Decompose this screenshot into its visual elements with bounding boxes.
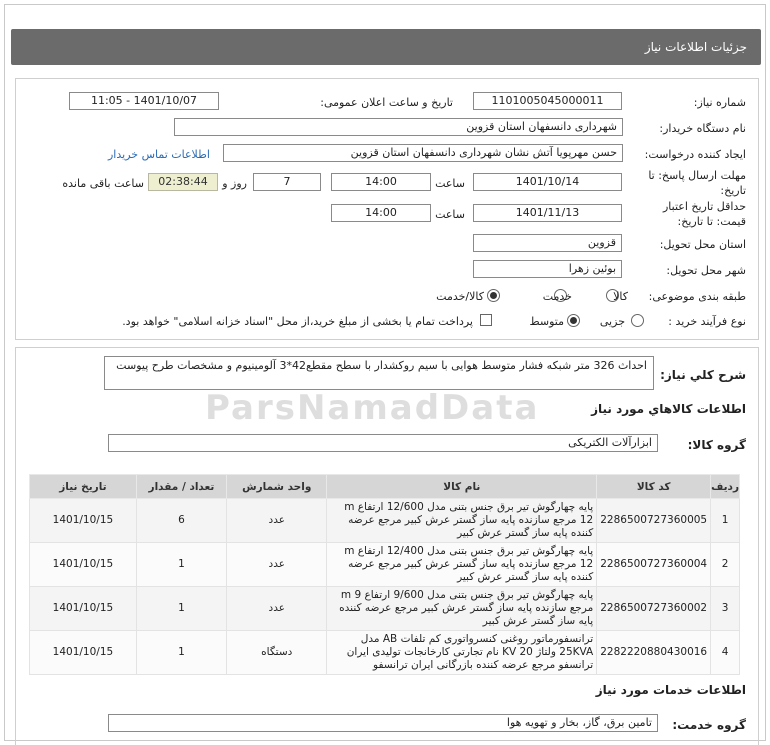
table-row (30, 543, 740, 587)
col-date: تاریخ نیاز (30, 475, 137, 499)
col-code: کد کالا (597, 475, 711, 499)
goods-group-field[interactable]: ابزارآلات الکتریکی (108, 434, 658, 452)
row-date: 1401/10/15 (30, 543, 137, 587)
row-name: پایه چهارگوش تیر برق جنس بتنی مدل 12/600 ارتفاع m 12 مرجع سازنده پایه ساز گستر عرش کبیر مرجع عرضه کننده پایه ساز گستر عرش کبیر (327, 499, 597, 543)
row-unit: عدد (227, 543, 327, 587)
process-option-medium: متوسط (529, 315, 564, 328)
process-radio-minor[interactable] (631, 314, 644, 327)
table-row (30, 587, 740, 631)
buyer-contact-link[interactable]: اطلاعات تماس خریدار (108, 148, 210, 161)
row-code: 2282220880430016 (597, 631, 711, 675)
row-unit: دستگاه (227, 631, 327, 675)
deadline-time-field[interactable]: 14:00 (331, 173, 431, 191)
row-name: پایه چهارگوش تیر برق جنس بتنی مدل 9/600 ارتفاع m 9 مرجع سازنده پایه ساز گستر عرش کبیر مرجع عرضه کننده پایه ساز گستر عرش کبیر (327, 587, 597, 631)
process-option-minor: جزیی (599, 315, 625, 328)
goods-table (29, 474, 740, 675)
col-name: نام کالا (327, 475, 597, 499)
city-field[interactable]: بوئین زهرا (473, 260, 622, 278)
row-qty: 6 (136, 499, 226, 543)
table-row (30, 499, 740, 543)
treasury-payment-note: پرداخت تمام یا بخشی از مبلغ خرید،از محل "اسناد خزانه اسلامی" خواهد بود. (122, 315, 473, 328)
row-unit: عدد (227, 499, 327, 543)
process-label: نوع فرآیند خرید : (668, 315, 746, 328)
treasury-payment-checkbox[interactable] (480, 314, 492, 326)
row-date: 1401/10/15 (30, 631, 137, 675)
row-qty: 1 (136, 587, 226, 631)
row-name: پایه چهارگوش تیر برق جنس بتنی مدل 12/400 ارتفاع m 12 مرجع سازنده پایه ساز گستر عرش کبیر مرجع عرضه کننده پایه ساز گستر عرش کبیر (327, 543, 597, 587)
category-option-goods: کالا (613, 290, 628, 303)
col-qty: تعداد / مقدار (136, 475, 226, 499)
row-code: 2286500727360005 (597, 499, 711, 543)
row-unit: عدد (227, 587, 327, 631)
watermark-text: ParsNamadData (205, 388, 540, 428)
creator-label: ایجاد کننده درخواست: (644, 148, 746, 161)
services-info-title: اطلاعات خدمات مورد نياز (595, 683, 746, 697)
process-radio-medium[interactable] (567, 314, 580, 327)
category-label: طبقه بندی موضوعی: (648, 290, 746, 303)
row-code: 2286500727360004 (597, 543, 711, 587)
col-index: ردیف (711, 475, 740, 499)
creator-field[interactable]: حسن مهرپویا آتش نشان شهرداری دانسفهان استان قزوین (223, 144, 623, 162)
validity-date-field[interactable]: 1401/11/13 (473, 204, 622, 222)
category-radio-goods-service[interactable] (487, 289, 500, 302)
row-index: 2 (711, 543, 740, 587)
header-panel (11, 29, 761, 65)
category-option-goods-service: کالا/خدمت (436, 290, 484, 303)
table-row (30, 631, 740, 675)
row-index: 4 (711, 631, 740, 675)
row-name: ترانسفورماتور روغنی کنسرواتوری کم تلفات AB مدل 25KVA ولتاژ KV 20 نام تجارتی کارخانجات تولیدی ایران ترانسفو مرجع عرضه کننده بازرگانی ایران ترانسفو (327, 631, 597, 675)
row-index: 3 (711, 587, 740, 631)
desc-field[interactable]: احداث 326 متر شبکه فشار متوسط هوایی با سیم روکشدار با سطح مقطع42*3 آلومینیوم و مشخصات طرح پیوست (104, 356, 654, 390)
deadline-time-label: ساعت (435, 177, 465, 190)
row-index: 1 (711, 499, 740, 543)
days-label: روز و (222, 177, 247, 190)
need-number-field[interactable]: 1101005045000011 (473, 92, 622, 110)
service-group-label: گروه خدمت: (672, 718, 746, 732)
remaining-label: ساعت باقی مانده (62, 177, 144, 190)
row-code: 2286500727360002 (597, 587, 711, 631)
province-label: استان محل تحویل: (659, 238, 746, 251)
announce-field[interactable]: 1401/10/07 - 11:05 (69, 92, 219, 110)
city-label: شهر محل تحویل: (666, 264, 746, 277)
need-number-label: شماره نیاز: (693, 96, 746, 109)
row-date: 1401/10/15 (30, 499, 137, 543)
buyer-field[interactable]: شهرداری دانسفهان استان قزوین (174, 118, 623, 136)
validity-time-label: ساعت (435, 208, 465, 221)
col-unit: واحد شمارش (227, 475, 327, 499)
goods-info-title: اطلاعات کالاهاي مورد نياز (591, 402, 746, 416)
category-option-service: خدمت (542, 290, 572, 303)
deadline-label: مهلت ارسال پاسخ: تا (648, 169, 746, 182)
row-qty: 1 (136, 631, 226, 675)
deadline-label-date: تاریخ: (720, 184, 746, 197)
province-field[interactable]: قزوین (473, 234, 622, 252)
row-qty: 1 (136, 543, 226, 587)
remaining-timer: 02:38:44 (148, 173, 218, 191)
table-header-row (30, 475, 740, 499)
goods-group-label: گروه کالا: (687, 438, 746, 452)
announce-label: تاریخ و ساعت اعلان عمومی: (320, 96, 453, 109)
desc-label: شرح کلي نياز: (660, 368, 746, 382)
validity-label: حداقل تاریخ اعتبار (662, 200, 746, 213)
validity-label-date: قیمت: تا تاریخ: (677, 215, 746, 228)
buyer-label: نام دستگاه خریدار: (659, 122, 746, 135)
page-title: جزئیات اطلاعات نیاز (644, 40, 747, 54)
row-date: 1401/10/15 (30, 587, 137, 631)
validity-time-field[interactable]: 14:00 (331, 204, 431, 222)
service-group-field[interactable]: تامین برق، گاز، بخار و تهویه هوا (108, 714, 658, 732)
deadline-date-field[interactable]: 1401/10/14 (473, 173, 622, 191)
days-field[interactable]: 7 (253, 173, 321, 191)
